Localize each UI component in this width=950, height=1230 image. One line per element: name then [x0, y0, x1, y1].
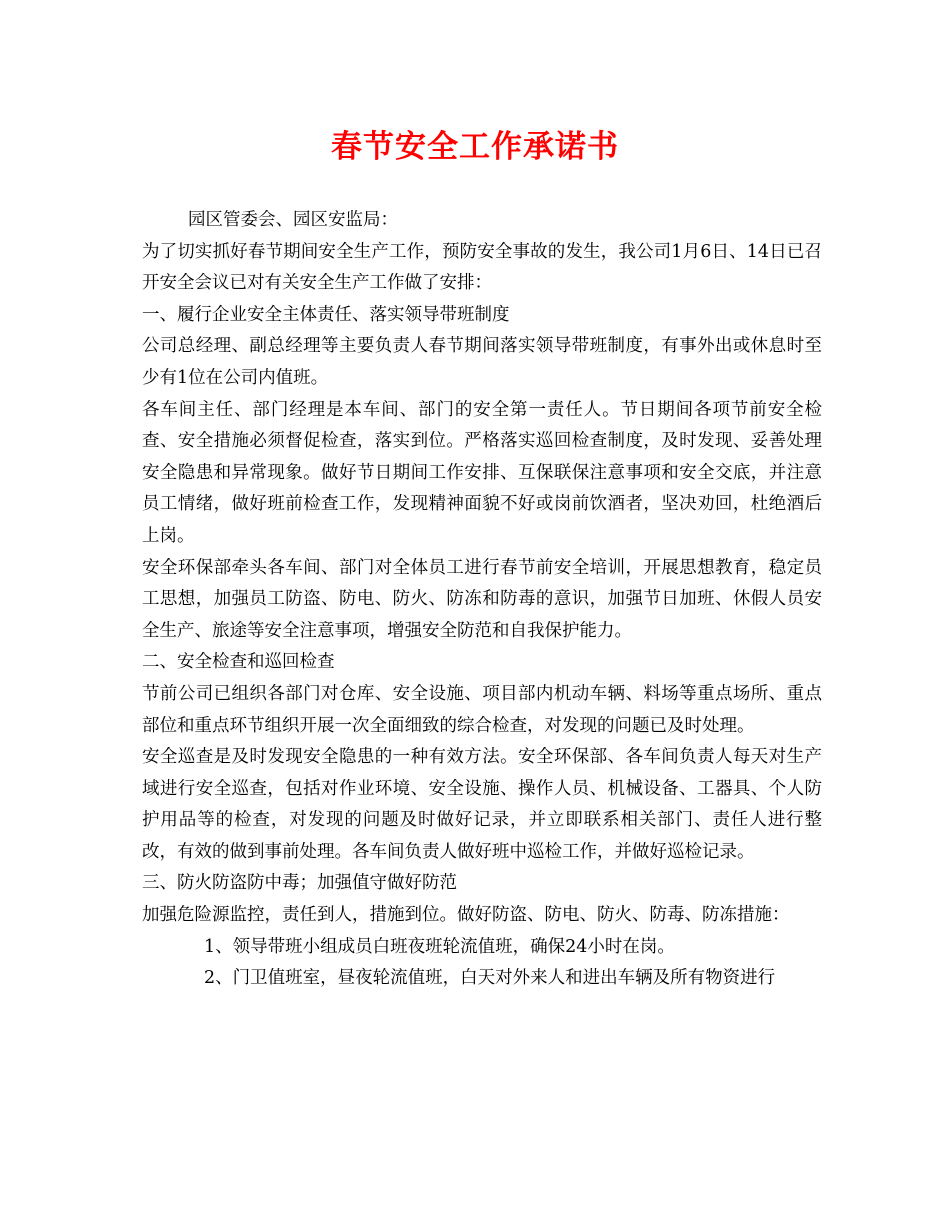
list-item-2: 2、门卫值班室，昼夜轮流值班，白天对外来人和进出车辆及所有物资进行 [204, 968, 776, 989]
section-heading-1: 一、履行企业安全主体责任、落实领导带班制度 [142, 304, 510, 325]
paragraph-4: 节前公司已组织各部门对仓库、安全设施、项目部内机动车辆、料场等重点场所、重点部位和重点环节组织开展一次全面细致的综合检查，对发现的问题已及时处理。 [142, 683, 822, 736]
paragraph-1: 公司总经理、副总经理等主要负责人春节期间落实领导带班制度，有事外出或休息时至少有1位在公司内值班。 [142, 336, 822, 388]
list-item-1: 1、领导带班小组成员白班夜班轮流值班，确保24小时在岗。 [204, 936, 675, 957]
paragraph-2: 各车间主任、部门经理是本车间、部门的安全第一责任人。节日期间各项节前安全检查、安全措施必须督促检查，落实到位。严格落实巡回检查制度，及时发现、妥善处理安全隐患和异常现象。做好节日期间工作安排、互保联保注意事项和安全交底，并注意员工情绪，做好班前检查工作，发现精神面貌不好或岗前饮酒者，坚决劝回，杜绝酒后上岗。 [142, 399, 822, 546]
document-title: 春节安全工作承诺书 [331, 129, 619, 165]
document-body [142, 205, 822, 995]
intro-paragraph: 为了切实抓好春节期间安全生产工作，预防安全事故的发生，我公司1月6日、14日已召开安全会议已对有关安全生产工作做了安排： [142, 241, 822, 294]
section-heading-3: 三、防火防盗防中毒；加强值守做好防范 [142, 873, 457, 894]
paragraph-6: 加强危险源监控，责任到人，措施到位。做好防盗、防电、防火、防毒、防冻措施： [142, 905, 790, 926]
paragraph-5: 安全巡查是及时发现安全隐患的一种有效方法。安全环保部、各车间负责人每天对生产域进行安全巡查，包括对作业环境、安全设施、操作人员、机械设备、工器具、个人防护用品等的检查，对发现的问题及时做好记录，并立即联系相关部门、责任人进行整改，有效的做到事前处理。各车间负责人做好班中巡检工作，并做好巡检记录。 [142, 747, 822, 862]
salutation: 园区管委会、园区安监局： [188, 210, 398, 230]
section-heading-2: 二、安全检查和巡回检查 [142, 652, 335, 673]
paragraph-3: 安全环保部牵头各车间、部门对全体员工进行春节前安全培训，开展思想教育，稳定员工思想，加强员工防盗、防电、防火、防冻和防毒的意识，加强节日加班、休假人员安全生产、旅途等安全注意事项，增强安全防范和自我保护能力。 [142, 557, 822, 641]
